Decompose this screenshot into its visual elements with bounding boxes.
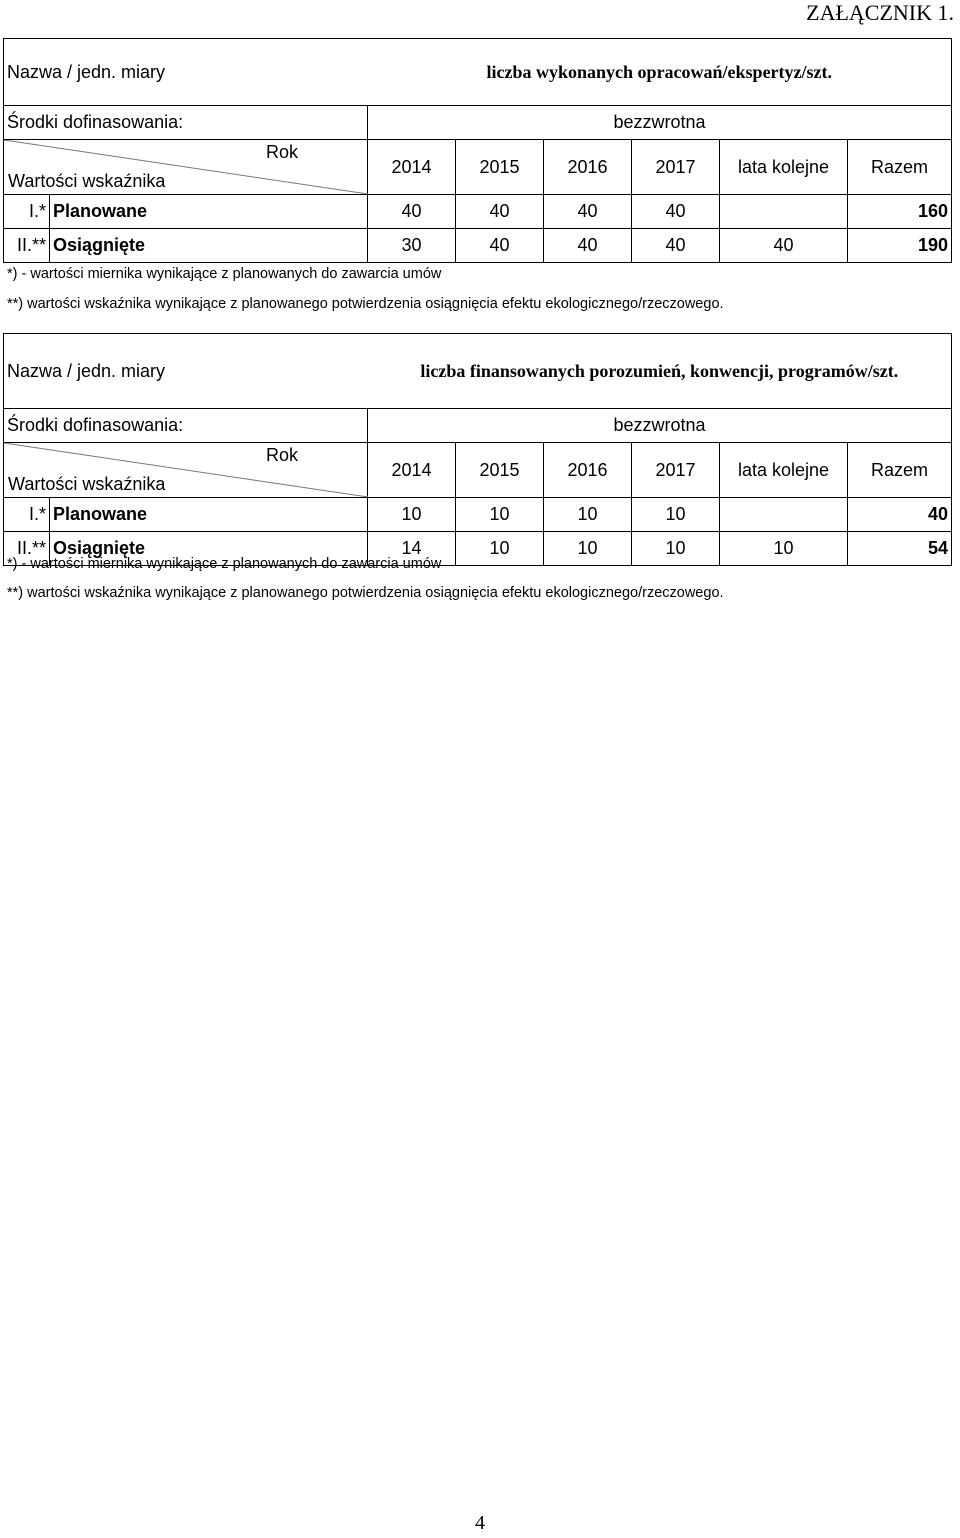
srodki-value: bezzwrotna <box>368 409 952 443</box>
value-cell: 40 <box>632 229 720 263</box>
page-number: 4 <box>475 1512 485 1534</box>
row-label: Planowane <box>50 498 368 532</box>
srodki-value: bezzwrotna <box>368 106 952 140</box>
indicator-title: liczba wykonanych opracowań/ekspertyz/szt. <box>368 39 952 106</box>
value-cell: 40 <box>632 195 720 229</box>
year-header: Razem <box>848 443 952 498</box>
table-row <box>4 229 952 263</box>
indicator-table-2 <box>3 333 952 566</box>
total-cell: 160 <box>848 195 952 229</box>
nazwa-label: Nazwa / jedn. miary <box>4 334 368 409</box>
footnote-2: **) wartości wskaźnika wynikające z planowanego potwierdzenia osiągnięcia efektu ekologicznego/rzeczowego. <box>7 296 724 312</box>
attachment-label: ZAŁĄCZNIK 1. <box>806 0 954 25</box>
year-header: 2014 <box>368 140 456 195</box>
value-cell: 10 <box>456 498 544 532</box>
value-cell: 40 <box>368 195 456 229</box>
year-header: 2017 <box>632 140 720 195</box>
table-row <box>4 195 952 229</box>
row-label: Osiągnięte <box>50 532 368 566</box>
row-label: Osiągnięte <box>50 229 368 263</box>
row-number: I.* <box>4 195 50 229</box>
table-row <box>4 498 952 532</box>
footnote-2: **) wartości wskaźnika wynikające z planowanego potwierdzenia osiągnięcia efektu ekologicznego/rzeczowego. <box>7 585 724 601</box>
rok-wartosci-header <box>4 443 368 498</box>
value-cell: 10 <box>368 498 456 532</box>
year-header: lata kolejne <box>720 443 848 498</box>
value-cell <box>720 195 848 229</box>
year-header: 2015 <box>456 443 544 498</box>
total-cell: 54 <box>848 532 952 566</box>
srodki-label: Środki dofinasowania: <box>4 106 368 140</box>
year-header: Razem <box>848 140 952 195</box>
year-header: lata kolejne <box>720 140 848 195</box>
rok-wartosci-header <box>4 140 368 195</box>
indicator-title: liczba finansowanych porozumień, konwencji, programów/szt. <box>368 334 952 409</box>
srodki-label: Środki dofinasowania: <box>4 409 368 443</box>
value-cell: 10 <box>456 532 544 566</box>
rok-label: Rok <box>266 142 299 162</box>
nazwa-label: Nazwa / jedn. miary <box>4 39 368 106</box>
value-cell: 40 <box>456 229 544 263</box>
value-cell: 40 <box>456 195 544 229</box>
value-cell <box>720 498 848 532</box>
year-header: 2016 <box>544 140 632 195</box>
year-header: 2014 <box>368 443 456 498</box>
total-cell: 190 <box>848 229 952 263</box>
indicator-table-1 <box>3 38 952 263</box>
value-cell: 10 <box>544 532 632 566</box>
wartosci-label: Wartości wskaźnika <box>8 171 166 191</box>
row-number: II.** <box>4 229 50 263</box>
value-cell: 10 <box>632 498 720 532</box>
value-cell: 10 <box>544 498 632 532</box>
value-cell: 10 <box>632 532 720 566</box>
value-cell: 30 <box>368 229 456 263</box>
value-cell: 40 <box>544 195 632 229</box>
row-number: II.** <box>4 532 50 566</box>
value-cell: 10 <box>720 532 848 566</box>
year-header: 2017 <box>632 443 720 498</box>
value-cell: 40 <box>544 229 632 263</box>
year-header: 2016 <box>544 443 632 498</box>
rok-label: Rok <box>266 445 299 465</box>
row-label: Planowane <box>50 195 368 229</box>
total-cell: 40 <box>848 498 952 532</box>
value-cell: 14 <box>368 532 456 566</box>
value-cell: 40 <box>720 229 848 263</box>
footnote-1: *) - wartości miernika wynikające z planowanych do zawarcia umów <box>7 556 442 572</box>
wartosci-label: Wartości wskaźnika <box>8 474 166 494</box>
row-number: I.* <box>4 498 50 532</box>
footnote-1: *) - wartości miernika wynikające z planowanych do zawarcia umów <box>7 266 442 282</box>
year-header: 2015 <box>456 140 544 195</box>
